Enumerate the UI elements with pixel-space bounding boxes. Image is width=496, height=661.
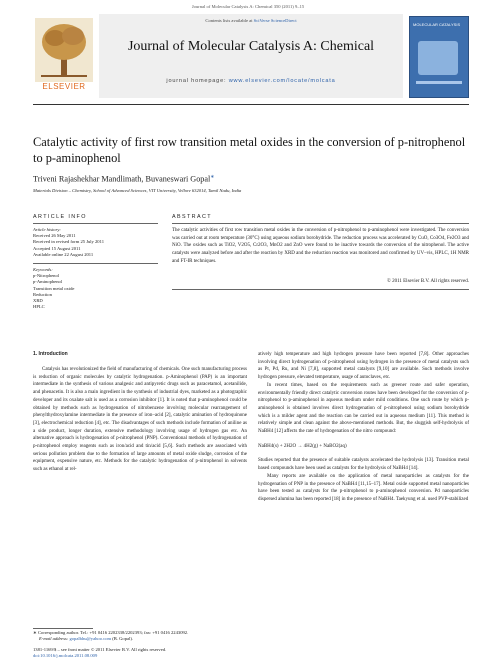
paragraph: Studies reported that the presence of suitable catalysts accelerated the hydrolysis [13]. Transition metal based compounds have been used as catalysts for the hydrolysis of NaBH4 [14]. [258,458,469,472]
authors: Triveni Rajashekhar Mandlimath, Buvaneswari Gopal [33,174,211,184]
publisher-logo-text: ELSEVIER [42,82,86,91]
elsevier-tree-icon [33,16,95,84]
corresponding-author: ∗ Corresponding author. Tel.: +91 0416 2202338/2202393; fax: +91 0416 2243092. [33,630,189,635]
journal-title: Journal of Molecular Catalysis A: Chemical [127,39,375,54]
abstract-copyright: © 2011 Elsevier B.V. All rights reserved. [387,279,469,284]
contents-line [99,18,403,24]
journal-header-band [99,14,403,98]
keyword-item: XRD [33,298,43,304]
article-info-heading: ARTICLE INFO [33,214,87,220]
doi-link[interactable]: doi:10.1016/j.molcata.2011.08.009 [33,653,98,658]
keyword-item: p-Aminophenol [33,279,63,285]
corresponding-mark[interactable]: ∗ [210,175,215,180]
keywords-heading: Keywords: [33,267,53,272]
article-history [33,227,158,258]
email-line [33,636,247,642]
equation: NaBH4(s) + 2H2O → 4H2(g) + NaBO2(aq) [258,443,347,449]
footnote [33,630,247,642]
paragraph: Catalysis has revolutionized the field of manufacturing of chemicals. One such manufacturing process is reduction of organic molecules by catalytic hydrogenation. p-Aminophenol (PAP) is an important intermediate in the synthesis of various analgesic and antipyretic drugs such as paracetamol, acetanilide, and phenacetin. It is also a main ingredient in the synthesis of industrial dyes, marketed as a photographic developer and its oxalate salt is used as a corrosion inhibitor [1]. It is noted that p-aminophenol could be obtained by methods such as hydrogenation of nitrobenzene involving molecular rearrangement of phenylthydroxylamine intermediate in the presence of iron–acid [2], catalytic amination of hydroquinone [3], electrochemical reduction [4], etc. The disadvantages of such methods include formation of aniline as a side product, longer duration, extensive methodology involving usage of hydrogen gas etc. An alternative approach is hydrogenation of p-nitrophenol (PNP). Conventional methods of hydrogenation of p-nitrophenol employ reagents such as iron/acid and tin/acid [5,6]. Such methods are associated with serious pollution problem due to the formation of large amounts of metal oxide sludge, corrosion of the equipment, expensive nature, etc. Methods for the catalytic hydrogenation of p-nitrophenol in solvents such as ethanol at rel- [33,367,247,473]
keywords [33,267,158,310]
history-received: Received 26 May 2011 [33,233,76,239]
paragraph: In recent times, based on the requirements such as greener route and safer operation, environmentally friendly direct catalytic conversion routes have been developed for the conversion of p-nitrophenol to p-aminophenol in aqueous medium under mild conditions. One such route by which p-aminophenol is obtained involves direct hydrogenation of p-nitrophenol using sodium borohydride which is a milder agent and the reaction can be carried out in aqueous medium [11]. This method is relatively simple and clean against the above-mentioned methods. But, the sluggish self-hydrolysis of NaBH4 [12] affects the rate of hydrogenation of the nitro compound: [258,382,469,435]
paragraph: atively high temperature and high hydrogen pressure have been reported [7,8]. Other approaches involving direct hydrogenation of p-nitrophenol using hydrogen in the presence of metal catalysts such as Pt, Pd, Ru, and Ni [7,8], supported metal catalysts [9,10] are available. Such methods involve hydrogen pressure, elevated temperature, usage of autoclaves, etc. [258,352,469,381]
right-column [258,351,469,504]
cover-image [418,41,458,75]
history-heading: Article history: [33,227,61,232]
section-heading: 1. Introduction [33,351,68,357]
keyword-item: Transition metal oxide [33,285,75,291]
email-link[interactable]: gopalbhu@yahoo.com [69,636,112,642]
left-column [33,366,247,474]
keyword-item: HPLC [33,304,45,310]
contents-prefix: Contents lists available at [205,18,254,23]
article-title: Catalytic activity of first row transition metal oxides in the conversion of p-nitrophenol to p-aminophenol [33,135,466,165]
homepage-link[interactable]: www.elsevier.com/locate/molcata [228,78,336,84]
keyword-item: p-Nitrophenol [33,273,60,279]
homepage-prefix: journal homepage: [166,78,229,84]
elsevier-logo [33,16,95,94]
email-label: E-mail address: [39,636,70,642]
journal-cover [409,16,469,98]
masthead-rule [33,104,469,105]
keyword-item: Reduction [33,291,52,297]
journal-homepage [99,78,403,84]
authors-line [33,173,469,185]
email-suffix: (B. Gopal). [111,636,134,642]
issn-line: 1381-1169/$ – see front matter © 2011 Elsevier B.V. All rights reserved. [33,647,167,652]
abstract-text: The catalytic activities of first row transition metal oxides in the conversion of p-nitrophenol to p-aminophenol were investigated. The conversion was carried out at room temperature (30°C) using aqueous sodium borohydride. The reduction process was accelerated by CuO, Co3O4, Fe2O3 and NiO. The oxides such as TiO2, V2O5, Cr2O3, MnO2 and ZnO were found to be inactive towards the conversion of the nitrophenol. The active catalysts were analyzed before and after the reaction by XRD and the reduction reaction was monitored and confirmed by UV–vis, HPLC, 1H NMR and FT-IR techniques. [172,228,469,264]
masthead [33,14,469,98]
abstract-heading: ABSTRACT [172,214,212,220]
sciverse-link[interactable]: SciVerse ScienceDirect [253,18,297,23]
affiliation: Materials Division – Chemistry, School of Advanced Sciences, VIT University, Vellore 632014, Tamil Nadu, India [33,188,242,193]
running-head: Journal of Molecular Catalysis A: Chemical 350 (2011) 9–15 [191,4,305,9]
history-revised: Received in revised form 25 July 2011 [33,239,105,245]
history-online: Available online 22 August 2011 [33,251,94,257]
paragraph: Many reports are available on the application of metal nanoparticles as catalysts for the hydrogenation of PNP in the presence of NaBH4 [11,15–17]. Metal oxide supported metal nanoparticles have been tested as catalysts for the p-nitrophenol to p-aminophenol conversion. Pd nanoparticles dispersed alumina has been reported [18] in the presence of NaBH4. Taekyung et al. used PVP-stabilized [258,473,469,502]
history-accepted: Accepted 15 August 2011 [33,245,81,251]
cover-title: MOLECULAR CATALYSIS [413,22,461,27]
